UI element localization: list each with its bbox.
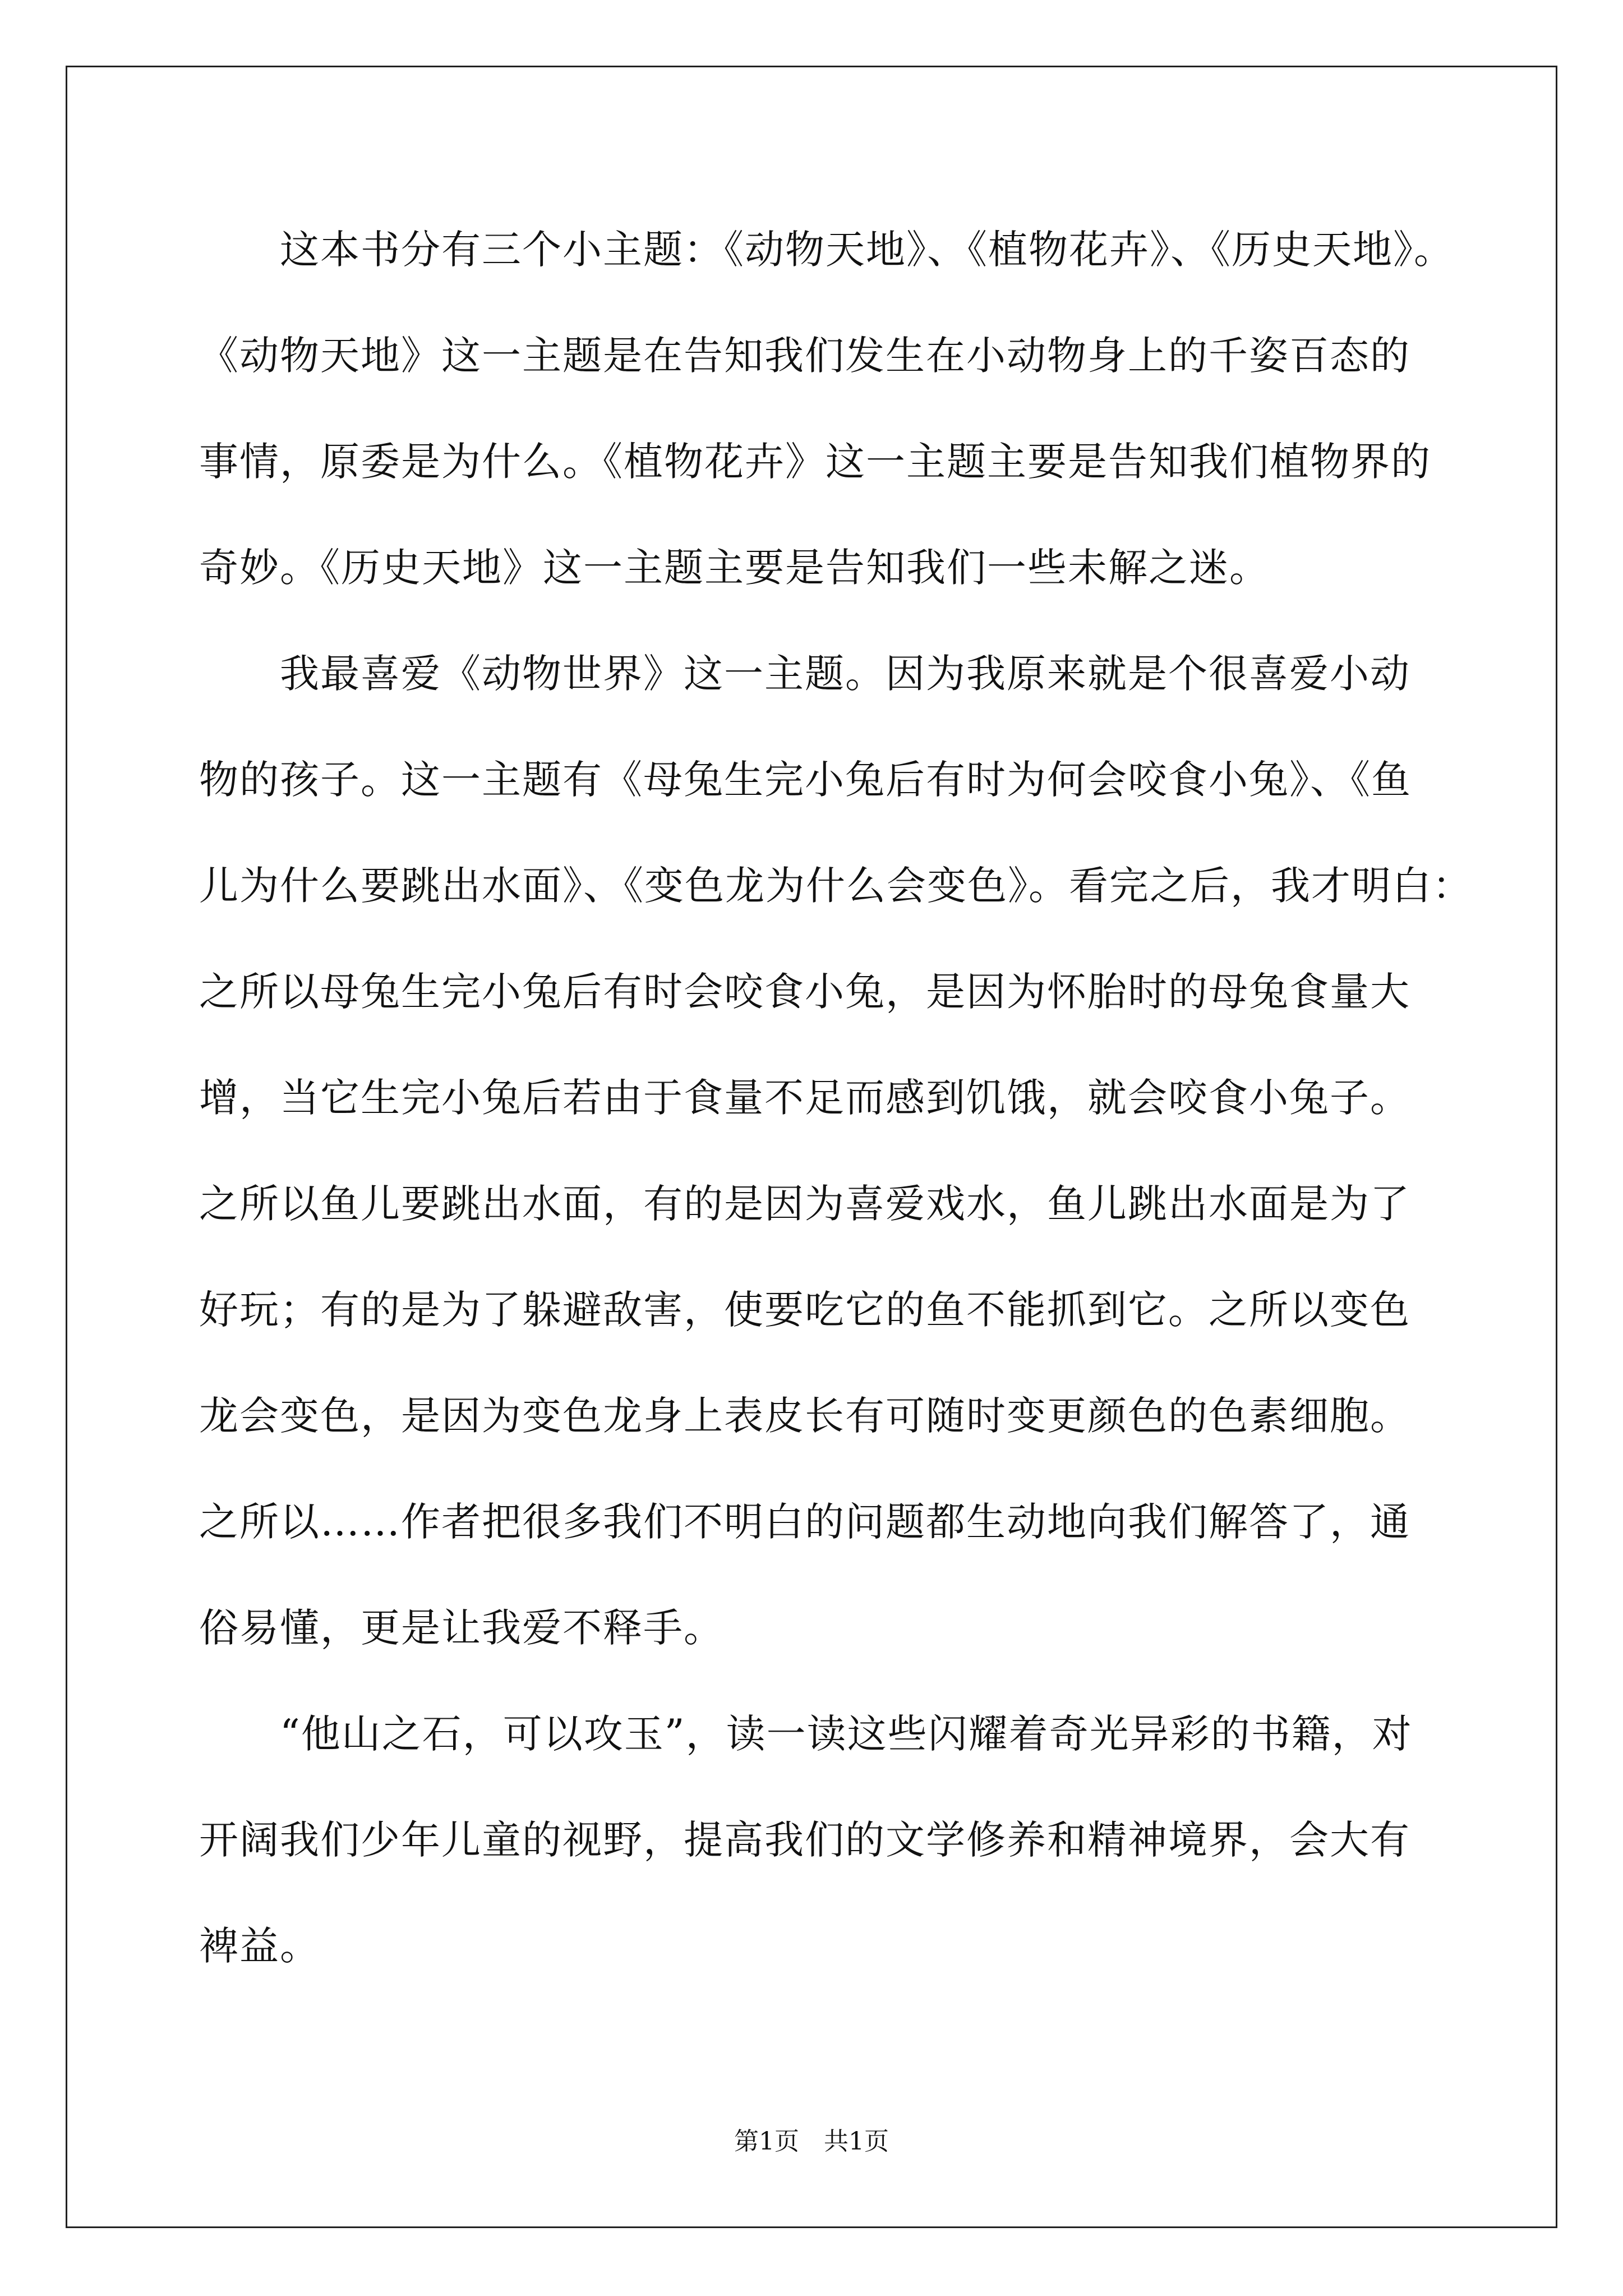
page-footer: 第1页 共1页	[734, 2127, 889, 2156]
text-line: 好玩；有的是为了躲避敌害，使要吃它的鱼不能抓到它。之所以变色	[199, 1287, 1410, 1333]
text-line: 我最喜爱《动物世界》这一主题。因为我原来就是个很喜爱小动	[199, 651, 1410, 697]
text-line: 事情，原委是为什么。《植物花卉》这一主题主要是告知我们植物界的	[199, 439, 1431, 485]
text-line: 这本书分有三个小主题：《动物天地》、《植物花卉》、《历史天地》。	[199, 227, 1454, 273]
text-line: 《动物天地》这一主题是在告知我们发生在小动物身上的千姿百态的	[199, 333, 1410, 379]
text-line: 奇妙。《历史天地》这一主题主要是告知我们一些未解之迷。	[199, 545, 1270, 591]
text-line: “他山之石，可以攻玉”，读一读这些闪耀着奇光异彩的书籍，对	[199, 1711, 1413, 1757]
text-line: 俗易懂，更是让我爱不释手。	[199, 1605, 724, 1651]
text-line: 龙会变色，是因为变色龙身上表皮长有可随时变更颜色的色素细胞。	[199, 1393, 1410, 1439]
text-line: 之所以鱼儿要跳出水面，有的是因为喜爱戏水，鱼儿跳出水面是为了	[199, 1181, 1410, 1227]
text-line: 儿为什么要跳出水面》、《变色龙为什么会变色》。看完之后，我才明白：	[199, 863, 1473, 909]
text-line: 增，当它生完小兔后若由于食量不足而感到饥饿，就会咬食小兔子。	[199, 1075, 1410, 1121]
text-line: 物的孩子。这一主题有《母兔生完小兔后有时为何会咬食小兔》、《鱼	[199, 757, 1412, 803]
text-line: 之所以……作者把很多我们不明白的问题都生动地向我们解答了，通	[199, 1499, 1410, 1545]
text-line: 之所以母兔生完小兔后有时会咬食小兔，是因为怀胎时的母兔食量大	[199, 969, 1410, 1015]
page-border	[66, 66, 1557, 2228]
text-line: 开阔我们少年儿童的视野，提高我们的文学修养和精神境界，会大有	[199, 1817, 1410, 1863]
text-line: 裨益。	[199, 1923, 320, 1969]
